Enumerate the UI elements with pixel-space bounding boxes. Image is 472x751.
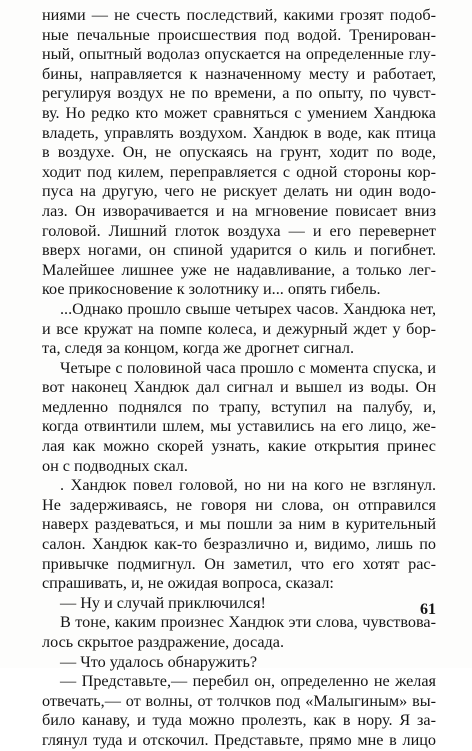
text-line: ...Однако прошло свыше четырех часов. Хандюка нет,: [60, 299, 436, 318]
text-line: ный, опытный водолаз опускается на определенные глу-: [42, 45, 436, 64]
text-line: регулируя воздух не по времени, а по опыту, по чувст-: [42, 84, 436, 103]
text-line: он с подводных скал.: [42, 456, 188, 475]
text-line: лая как можно скорей узнать, какие открытия принес: [42, 437, 436, 456]
page-body-text: [42, 6, 436, 751]
text-line: ходит под килем, переправляется с одной стороны кор-: [42, 162, 436, 181]
text-line: Малейшее лишнее уже не надавливание, а только лег-: [42, 260, 436, 279]
text-line: бины, направляется к назначенному месту и работает,: [42, 64, 436, 83]
text-line: глянул туда и отскочил. Представьте, прямо мне в лицо: [42, 730, 436, 749]
text-line: . Хандюк повел головой, но ни на кого не взглянул.: [60, 476, 436, 495]
text-line: головой. Лишний глоток воздуха — и его перевернет: [42, 221, 436, 240]
text-line: привычке подмигнул. Он заметил, что его хотят рас-: [42, 554, 436, 573]
text-line: било канаву, и туда можно пролезть, как в нору. Я за-: [42, 711, 436, 730]
text-line: владеть, управлять воздухом. Хандюк в воде, как птица: [42, 123, 436, 142]
text-line: ниями — не счесть последствий, какими грозят подоб-: [42, 6, 436, 24]
text-line: когда отвинтили шлем, мы уставились на его лицо, же-: [42, 417, 436, 436]
text-line: и все кружат на помпе колеса, и дежурный ждет у бор-: [42, 319, 436, 338]
text-line: В тоне, каким произнес Хандюк эти слова, чувствова-: [60, 613, 436, 632]
text-line: — Что удалось обнаружить?: [60, 652, 258, 671]
text-line: Не задерживаясь, не говоря ни слова, он отправился: [42, 495, 436, 514]
text-line: пуса на другую, чего не рискует делать ни один водо-: [42, 182, 436, 201]
text-line: ные печальные происшествия под водой. Тренирован-: [42, 25, 436, 44]
text-line: наверх раздеваться, и мы пошли за ним в курительный: [42, 515, 436, 534]
text-line: медленно поднялся по трапу, вступил на палубу, и,: [42, 397, 436, 416]
text-line: вот наконец Хандюк дал сигнал и вышел из воды. Он: [42, 378, 436, 397]
text-line: ву. Но редко кто может сравняться с умением Хандюка: [42, 103, 436, 122]
text-line: салон. Хандюк как-то безразлично и, видимо, лишь по: [42, 535, 436, 554]
text-line: та, следя за концом, когда же дрогнет сигнал.: [42, 339, 354, 358]
text-line: спрашивать, и, не ожидая вопроса, сказал:: [42, 574, 334, 593]
text-line: вверх ногами, он спиной ударится о киль и погибнет.: [42, 241, 436, 260]
text-line: кое прикосновение к золотнику и... опять гибель.: [42, 280, 381, 299]
text-line: лаз. Он изворачивается и на мгновение повисает вниз: [42, 201, 436, 220]
page-number: 61: [420, 601, 436, 618]
text-line: — Ну и случай приключился!: [60, 593, 266, 612]
text-line: лось скрытое раздражение, досада.: [42, 633, 285, 651]
text-line: отвечать,— от волны, от толчков под «Малыгиным» вы-: [42, 691, 436, 710]
text-line: в воздухе. Он, не опускаясь на грунт, ходит по воде,: [42, 143, 436, 162]
text-line: — Представьте,— перебил он, определенно не желая: [60, 672, 436, 691]
text-line: Четыре с половиной часа прошло с момента спуска, и: [60, 358, 436, 377]
